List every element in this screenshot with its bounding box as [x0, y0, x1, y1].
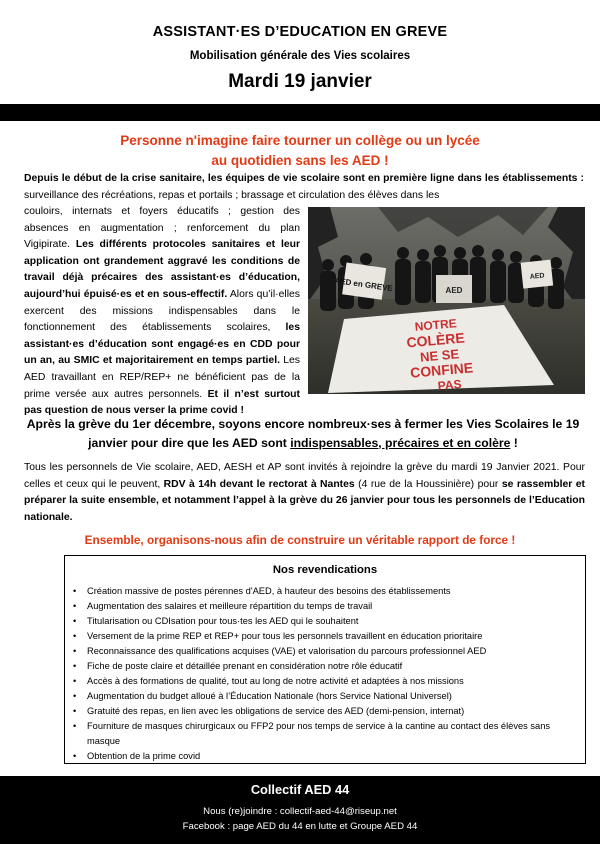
- banner-text-1: NOTRE: [414, 316, 458, 334]
- demand-item: • Titularisation ou CDIsation pour tous·tes les AED qui le souhaitent: [73, 614, 573, 629]
- demand-item: • Accès à des formations de qualité, tout au long de notre activité et adaptées à nos missions: [73, 674, 573, 689]
- intro-paragraph-column: [24, 204, 300, 420]
- demand-item: • Obtention de la prime covid: [73, 749, 573, 764]
- intro-text-2: couloirs, internats et foyers éducatifs ; gestion des absences en augmentation ; renforcement du plan Vigipirate.: [24, 206, 300, 251]
- call-text-2: !: [510, 435, 518, 450]
- intro-bold-3: les assistant·es d’éducation sont engagé·es en CDD pour un an, au SMIC et majoritairement en temps partiel.: [24, 322, 300, 367]
- call-text-1: Après la grève du 1er décembre, soyons encore nombreux·ses à fermer les Vies Scolaires le 19 janvier pour dire que les AED sont: [26, 417, 580, 450]
- intro-bold-1: Depuis le début de la crise sanitaire, les équipes de vie scolaire sont en première ligne dans les établissements :: [24, 173, 584, 184]
- demand-item: • Reconnaissance des qualifications acquises (VAE) et valorisation du parcours professionnel AED: [73, 644, 573, 659]
- intro-bold-2: Les différents protocoles sanitaires et leur application ont grandement aggravé les conditions de travail déjà précaires des assistant·es d’éducation, aujourd’hui épuisé·es et en sous-effectif.: [24, 239, 300, 300]
- rally-details: [24, 460, 585, 526]
- intro-text-3: Alors qu’il·elles exercent des missions indispensables dans le fonctionnement des établissements scolaires,: [24, 288, 300, 334]
- together-slogan: Ensemble, organisons-nous afin de construire un véritable rapport de force !: [84, 533, 516, 547]
- protest-sign-right: AED: [529, 272, 545, 281]
- demands-box: [64, 555, 586, 764]
- headline-line-1: Personne n'imagine faire tourner un collège ou un lycée: [120, 133, 480, 148]
- demands-list: [73, 584, 573, 764]
- page-title: ASSISTANT·ES D’EDUCATION EN GREVE: [152, 24, 448, 40]
- details-text-2: (4 rue de la Houssinière) pour: [354, 478, 502, 490]
- footer-contact: [0, 805, 600, 834]
- intro-text-1: surveillance des récréations, repas et portails ; brassage et circulation des élèves dans les: [24, 189, 440, 201]
- collectif-name: Collectif AED 44: [250, 782, 350, 797]
- details-text-1: Tous les personnels de Vie scolaire, AED, AESH et AP sont invités à rejoindre la grève du mardi 19 Janvier 2021. Pour celles et ceux qui le peuvent,: [24, 462, 585, 490]
- banner-text-2: COLÈRE: [405, 329, 466, 351]
- demand-item: • Augmentation du budget alloué à l’Éducation Nationale (hors Service National Universel): [73, 689, 573, 704]
- demand-item: • Fourniture de masques chirurgicaux ou FFP2 pour nos temps de service à la cantine au contact des élèves sans masque: [73, 719, 573, 749]
- details-bold-2: se rassembler et préparer la suite ensemble, et notamment l’appel à la grève du 26 janvier pour tous les personnels de l’Education nationale.: [24, 478, 585, 523]
- demand-item: • Versement de la prime REP et REP+ pour tous les personnels travaillent en éducation prioritaire: [73, 629, 573, 644]
- details-bold-1: RDV à 14h devant le rectorat à Nantes: [163, 478, 355, 490]
- intro-bold-4: Et il n’est surtout pas question de nous verser la prime covid !: [24, 388, 300, 417]
- demand-item: • Augmentation des salaires et meilleure répartition du temps de travail: [73, 599, 573, 614]
- demands-title: Nos revendications: [272, 564, 378, 576]
- strike-date: Mardi 19 janvier: [228, 71, 372, 92]
- banner-text-4: CONFINE: [409, 359, 474, 381]
- banner-text-5: PAS: [437, 377, 463, 394]
- strike-call: [20, 415, 586, 452]
- intro-paragraph-top: [24, 171, 584, 204]
- headline: [0, 131, 600, 171]
- protest-photo: [308, 207, 585, 394]
- intro-text-4: Les AED travaillant en REP/REP+ ne bénéficient pas de la prime versée aux autres personnels.: [24, 355, 300, 400]
- demand-item: • Gratuité des repas, en lien avec les obligations de service des AED (demi-pension, internat): [73, 704, 573, 719]
- contact-facebook: Facebook : page AED du 44 en lutte et Groupe AED 44: [182, 820, 418, 832]
- banner-text-3: NE SE: [419, 346, 460, 365]
- demand-item: • Fiche de poste claire et détaillée prenant en considération notre rôle éducatif: [73, 659, 573, 674]
- contact-email: Nous (re)joindre : collectif-aed-44@riseup.net: [203, 806, 397, 817]
- headline-line-2: au quotidien sans les AED !: [211, 153, 389, 168]
- demand-item: • Création massive de postes pérennes d'AED, à hauteur des besoins des établissements: [73, 584, 573, 599]
- protest-sign-left: AED en GREVE: [333, 276, 394, 294]
- protest-sign-center-text: AED: [445, 286, 463, 295]
- top-black-band: [0, 104, 600, 121]
- page-subtitle: Mobilisation générale des Vies scolaires: [189, 50, 411, 62]
- call-underlined: indispensables, précaires et en colère: [290, 435, 511, 450]
